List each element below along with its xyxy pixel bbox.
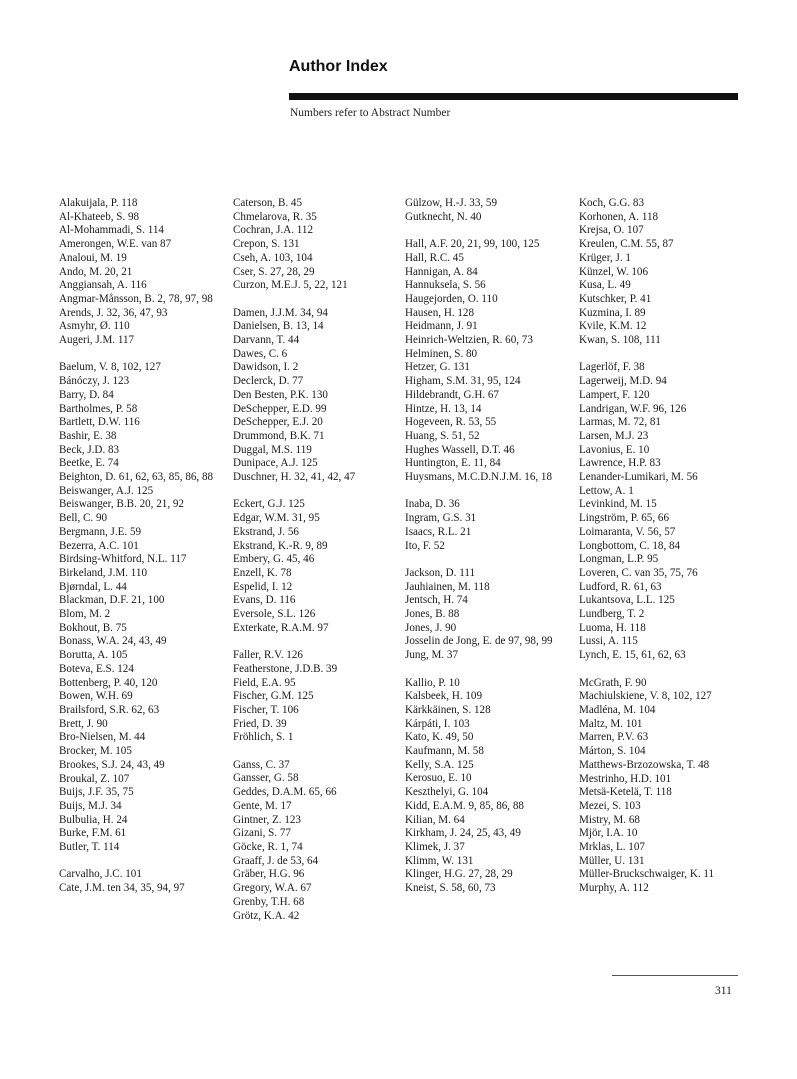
footer-rule [612, 975, 738, 976]
index-entry: Bashir, E. 38 [59, 429, 117, 442]
index-entry: Müller, U. 131 [579, 854, 645, 867]
index-entry: Lynch, E. 15, 61, 62, 63 [579, 649, 686, 662]
index-gap [405, 663, 583, 677]
index-entry: Bowen, W.H. 69 [59, 690, 133, 703]
index-entry: Birkeland, J.M. 110 [59, 566, 148, 579]
index-entry: Anggiansah, A. 116 [59, 279, 147, 292]
index-entry: Maltz, M. 101 [579, 717, 643, 730]
index-entry: Duggal, M.S. 119 [233, 443, 312, 456]
index-entry: Klimek, J. 37 [405, 840, 465, 853]
index-entry: Jentsch, H. 74 [405, 594, 468, 607]
index-gap [579, 663, 755, 677]
index-entry: Eversole, S.L. 126 [233, 608, 316, 621]
index-entry: Krejsa, O. 107 [579, 224, 644, 237]
index-entry: Declerck, D. 77 [233, 375, 304, 388]
index-entry: Eckert, G.J. 125 [233, 498, 305, 511]
index-entry: Angmar-Månsson, B. 2, 78, 97, 98 [59, 292, 213, 305]
index-gap [405, 224, 583, 238]
index-entry: Kidd, E.A.M. 9, 85, 86, 88 [405, 799, 524, 812]
index-entry: Lussi, A. 115 [579, 635, 638, 648]
index-entry: Göcke, R. 1, 74 [233, 840, 303, 853]
index-entry: Alakuijala, P. 118 [59, 197, 138, 209]
index-entry: Ekstrand, J. 56 [233, 525, 299, 538]
index-entry: Arends, J. 32, 36, 47, 93 [59, 306, 168, 319]
index-entry: Crepon, S. 131 [233, 238, 300, 251]
index-entry: Hannuksela, S. 56 [405, 279, 486, 292]
index-gap [233, 485, 409, 499]
index-entry: Larmas, M. 72, 81 [579, 416, 661, 429]
title-rule [289, 93, 738, 100]
index-entry: Beiswanger, A.J. 125 [59, 484, 154, 497]
index-entry: Márton, S. 104 [579, 745, 646, 758]
index-entry: Gräber, H.G. 96 [233, 868, 305, 881]
index-entry: Machiulskiene, V. 8, 102, 127 [579, 690, 712, 703]
index-entry: Hintze, H. 13, 14 [405, 402, 482, 415]
index-entry: Analoui, M. 19 [59, 251, 127, 264]
index-entry: DeSchepper, E.J. 20 [233, 416, 323, 429]
index-entry: Lukantsova, L.L. 125 [579, 594, 675, 607]
index-entry: Al-Mohammadi, S. 114 [59, 224, 164, 237]
index-entry: Gintner, Z. 123 [233, 813, 301, 826]
index-entry: Field, E.A. 95 [233, 676, 296, 689]
index-entry: Lampert, F. 120 [579, 388, 650, 401]
index-entry: Dawidson, I. 2 [233, 361, 299, 374]
index-entry: Kilian, M. 64 [405, 813, 465, 826]
index-entry: Brocker, M. 105 [59, 745, 132, 758]
index-entry: Lenander-Lumikari, M. 56 [579, 471, 698, 484]
index-entry: Bánóczy, J. 123 [59, 375, 130, 388]
index-entry: Kreulen, C.M. 55, 87 [579, 238, 674, 251]
index-gap [405, 553, 583, 567]
index-entry: Brett, J. 90 [59, 717, 108, 730]
index-entry: Asmyhr, Ø. 110 [59, 320, 130, 333]
index-entry: Hall, A.F. 20, 21, 99, 100, 125 [405, 238, 540, 251]
index-entry: Borutta, A. 105 [59, 649, 128, 662]
page-number: 311 [715, 985, 732, 997]
index-entry: Heidmann, J. 91 [405, 320, 478, 333]
index-entry: Embery, G. 45, 46 [233, 553, 315, 566]
index-entry: Exterkate, R.A.M. 97 [233, 621, 329, 634]
index-entry: Kwan, S. 108, 111 [579, 334, 661, 347]
index-entry: Chmelarova, R. 35 [233, 210, 317, 223]
index-entry: Kuzmina, I. 89 [579, 306, 646, 319]
index-entry: Hughes Wassell, D.T. 46 [405, 443, 515, 456]
index-entry: Marren, P.V. 63 [579, 731, 649, 744]
index-entry: Kalsbeek, H. 109 [405, 690, 483, 703]
index-entry: Luoma, H. 118 [579, 621, 646, 634]
index-entry: Bulbulia, H. 24 [59, 813, 128, 826]
index-entry: Brailsford, S.R. 62, 63 [59, 704, 160, 716]
index-entry: Mezei, S. 103 [579, 799, 641, 812]
index-entry: Bartlett, D.W. 116 [59, 416, 140, 429]
index-entry: Klinger, H.G. 27, 28, 29 [405, 868, 513, 881]
index-entry: Brookes, S.J. 24, 43, 49 [59, 758, 165, 771]
index-entry: Fried, D. 39 [233, 717, 287, 730]
index-entry: Broukal, Z. 107 [59, 772, 130, 785]
index-entry: Kneist, S. 58, 60, 73 [405, 882, 496, 895]
index-entry: Gansser, G. 58 [233, 772, 299, 785]
index-entry: Klimm, W. 131 [405, 854, 474, 867]
index-entry: Keszthelyi, G. 104 [405, 786, 489, 799]
index-entry: Featherstone, J.D.B. 39 [233, 662, 338, 675]
index-entry: Kelly, S.A. 125 [405, 758, 474, 771]
index-entry: Bezerra, A.C. 101 [59, 539, 139, 552]
index-entry: Ando, M. 20, 21 [59, 265, 133, 278]
index-entry: Fischer, T. 106 [233, 703, 299, 716]
index-entry: Evans, D. 116 [233, 594, 296, 607]
index-entry: Hogeveen, R. 53, 55 [405, 416, 497, 429]
index-entry: Jones, B. 88 [405, 608, 460, 621]
index-entry: Hall, R.C. 45 [405, 251, 464, 264]
index-entry: Inaba, D. 36 [405, 498, 460, 511]
index-entry: Jauhiainen, M. 118 [405, 580, 490, 593]
index-entry: Beck, J.D. 83 [59, 443, 120, 456]
index-entry: Metsä-Ketelä, T. 118 [579, 786, 672, 799]
index-entry: Helminen, S. 80 [405, 347, 478, 360]
index-entry: Müller-Bruckschwaiger, K. 11 [579, 868, 715, 881]
index-entry: Blom, M. 2 [59, 608, 111, 621]
index-entry: Kárpáti, I. 103 [405, 717, 470, 730]
index-entry: Huntington, E. 11, 84 [405, 457, 501, 470]
index-entry: Barry, D. 84 [59, 388, 114, 401]
index-entry: Faller, R.V. 126 [233, 649, 303, 662]
index-entry: Ekstrand, K.-R. 9, 89 [233, 539, 328, 552]
index-entry: Bergmann, J.E. 59 [59, 525, 142, 538]
index-entry: Ludford, R. 61, 63 [579, 580, 662, 593]
index-entry: Mjör, I.A. 10 [579, 827, 638, 840]
index-entry: Cseh, A. 103, 104 [233, 251, 313, 264]
index-entry: Kirkham, J. 24, 25, 43, 49 [405, 827, 521, 840]
index-entry: Augeri, J.M. 117 [59, 334, 135, 347]
index-entry: Carvalho, J.C. 101 [59, 868, 142, 881]
index-entry: Beiswanger, B.B. 20, 21, 92 [59, 498, 184, 511]
index-entry: Mrklas, L. 107 [579, 841, 645, 854]
index-entry: Birdsing-Whitford, N.L. 117 [59, 553, 187, 566]
index-entry: Beighton, D. 61, 62, 63, 85, 86, 88 [59, 471, 214, 484]
index-entry: Lagerweij, M.D. 94 [579, 375, 667, 388]
index-entry: Bro-Nielsen, M. 44 [59, 731, 146, 744]
index-column-2 [233, 197, 409, 923]
index-entry: Fischer, G.M. 125 [233, 690, 314, 703]
index-entry: Kvile, K.M. 12 [579, 320, 647, 333]
index-entry: Cate, J.M. ten 34, 35, 94, 97 [59, 882, 185, 895]
index-entry: Loimaranta, V. 56, 57 [579, 525, 676, 538]
index-entry: Longbottom, C. 18, 84 [579, 539, 681, 552]
index-column-1 [59, 197, 235, 896]
index-entry: Ito, F. 52 [405, 539, 445, 552]
index-entry: Cochran, J.A. 112 [233, 224, 314, 237]
index-entry: Ingram, G.S. 31 [405, 512, 477, 525]
index-entry: Kallio, P. 10 [405, 676, 460, 689]
index-entry: Kerosuo, E. 10 [405, 772, 472, 785]
index-entry: Drummond, B.K. 71 [233, 429, 325, 442]
index-entry: Grenby, T.H. 68 [233, 895, 305, 908]
index-entry: Burke, F.M. 61 [59, 827, 127, 840]
index-entry: Gülzow, H.-J. 33, 59 [405, 197, 498, 209]
index-entry: Isaacs, R.L. 21 [405, 525, 472, 538]
index-entry: Butler, T. 114 [59, 841, 120, 854]
index-entry: Longman, L.P. 95 [579, 553, 659, 566]
index-entry: Dunipace, A.J. 125 [233, 457, 318, 470]
index-entry: McGrath, F. 90 [579, 676, 647, 689]
index-entry: Buijs, J.F. 35, 75 [59, 786, 134, 799]
index-entry: Lingström, P. 65, 66 [579, 512, 669, 525]
index-entry: Darvann, T. 44 [233, 334, 300, 347]
index-entry: Kaufmann, M. 58 [405, 745, 484, 758]
index-entry: Künzel, W. 106 [579, 265, 649, 278]
index-entry: Kärkkäinen, S. 128 [405, 703, 491, 716]
index-gap [233, 293, 409, 307]
index-entry: Jones, J. 90 [405, 621, 457, 634]
index-entry: Buijs, M.J. 34 [59, 799, 122, 812]
index-gap [233, 635, 409, 649]
index-entry: Bell, C. 90 [59, 512, 108, 525]
index-entry: Kato, K. 49, 50 [405, 731, 474, 744]
index-gap [405, 485, 583, 499]
index-entry: Gizani, S. 77 [233, 827, 291, 840]
index-entry: Enzell, K. 78 [233, 566, 292, 579]
index-entry: Kutschker, P. 41 [579, 292, 652, 305]
index-entry: Krüger, J. 1 [579, 251, 631, 264]
index-entry: Madléna, M. 104 [579, 703, 656, 716]
index-entry: Damen, J.J.M. 34, 94 [233, 306, 328, 319]
index-entry: Josselin de Jong, E. de 97, 98, 99 [405, 635, 553, 648]
index-entry: Hannigan, A. 84 [405, 265, 478, 278]
index-entry: Baelum, V. 8, 102, 127 [59, 361, 161, 374]
index-entry: Gutknecht, N. 40 [405, 210, 482, 223]
index-entry: Lundberg, T. 2 [579, 608, 645, 621]
index-entry: Levinkind, M. 15 [579, 498, 657, 511]
index-entry: Kusa, L. 49 [579, 279, 631, 292]
index-entry: Hildebrandt, G.H. 67 [405, 388, 499, 401]
index-entry: Espelid, I. 12 [233, 580, 293, 593]
index-entry: Fröhlich, S. 1 [233, 731, 294, 744]
index-entry: Ganss, C. 37 [233, 758, 290, 771]
index-entry: Dawes, C. 6 [233, 347, 288, 360]
index-entry: Koch, G.G. 83 [579, 197, 645, 209]
index-entry: Caterson, B. 45 [233, 197, 303, 209]
index-entry: Grötz, K.A. 42 [233, 909, 300, 922]
index-entry: Bokhout, B. 75 [59, 621, 127, 634]
index-entry: Lettow, A. 1 [579, 484, 634, 497]
index-entry: Heinrich-Weltzien, R. 60, 73 [405, 334, 533, 347]
index-entry: Den Besten, P.K. 130 [233, 388, 328, 401]
index-entry: Duschner, H. 32, 41, 42, 47 [233, 471, 356, 484]
index-entry: Danielsen, B. 13, 14 [233, 320, 324, 333]
index-entry: Gente, M. 17 [233, 799, 292, 812]
index-entry: Boteva, E.S. 124 [59, 662, 134, 675]
index-entry: Edgar, W.M. 31, 95 [233, 512, 320, 525]
index-entry: DeSchepper, E.D. 99 [233, 402, 327, 415]
index-gap [579, 348, 755, 362]
index-entry: Lavonius, E. 10 [579, 443, 650, 456]
index-entry: Bottenberg, P. 40, 120 [59, 676, 158, 689]
index-entry: Bonass, W.A. 24, 43, 49 [59, 635, 167, 648]
index-entry: Hausen, H. 128 [405, 306, 475, 319]
index-entry: Jackson, D. 111 [405, 566, 476, 579]
index-entry: Graaff, J. de 53, 64 [233, 854, 319, 867]
index-entry: Haugejorden, O. 110 [405, 292, 498, 305]
index-entry: Lawrence, H.P. 83 [579, 457, 661, 470]
index-entry: Blackman, D.F. 21, 100 [59, 594, 165, 607]
index-entry: Mistry, M. 68 [579, 813, 640, 826]
index-entry: Curzon, M.E.J. 5, 22, 121 [233, 279, 348, 292]
index-entry: Landrigan, W.F. 96, 126 [579, 402, 687, 415]
index-entry: Cser, S. 27, 28, 29 [233, 265, 315, 278]
index-column-4 [579, 197, 755, 896]
index-entry: Amerongen, W.E. van 87 [59, 238, 172, 251]
index-gap [233, 745, 409, 759]
page-title: Author Index [289, 58, 388, 75]
index-entry: Larsen, M.J. 23 [579, 429, 649, 442]
index-gap [59, 348, 235, 362]
page-subtitle: Numbers refer to Abstract Number [290, 107, 451, 119]
index-entry: Korhonen, A. 118 [579, 210, 659, 223]
index-entry: Jung, M. 37 [405, 649, 459, 662]
index-entry: Huang, S. 51, 52 [405, 429, 480, 442]
index-entry: Loveren, C. van 35, 75, 76 [579, 566, 698, 579]
index-entry: Bjørndal, L. 44 [59, 580, 127, 593]
index-entry: Geddes, D.A.M. 65, 66 [233, 786, 337, 799]
index-entry: Mestrinho, H.D. 101 [579, 772, 672, 785]
index-column-3 [405, 197, 583, 896]
index-entry: Bartholmes, P. 58 [59, 402, 138, 415]
index-entry: Huysmans, M.C.D.N.J.M. 16, 18 [405, 471, 553, 484]
index-entry: Gregory, W.A. 67 [233, 882, 312, 895]
index-entry: Murphy, A. 112 [579, 882, 649, 895]
index-entry: Matthews-Brzozowska, T. 48 [579, 758, 710, 771]
index-entry: Lagerlöf, F. 38 [579, 361, 645, 374]
index-entry: Hetzer, G. 131 [405, 361, 470, 374]
index-entry: Al-Khateeb, S. 98 [59, 210, 140, 223]
index-gap [59, 855, 235, 869]
index-entry: Higham, S.M. 31, 95, 124 [405, 375, 521, 388]
index-entry: Beetke, E. 74 [59, 457, 119, 470]
